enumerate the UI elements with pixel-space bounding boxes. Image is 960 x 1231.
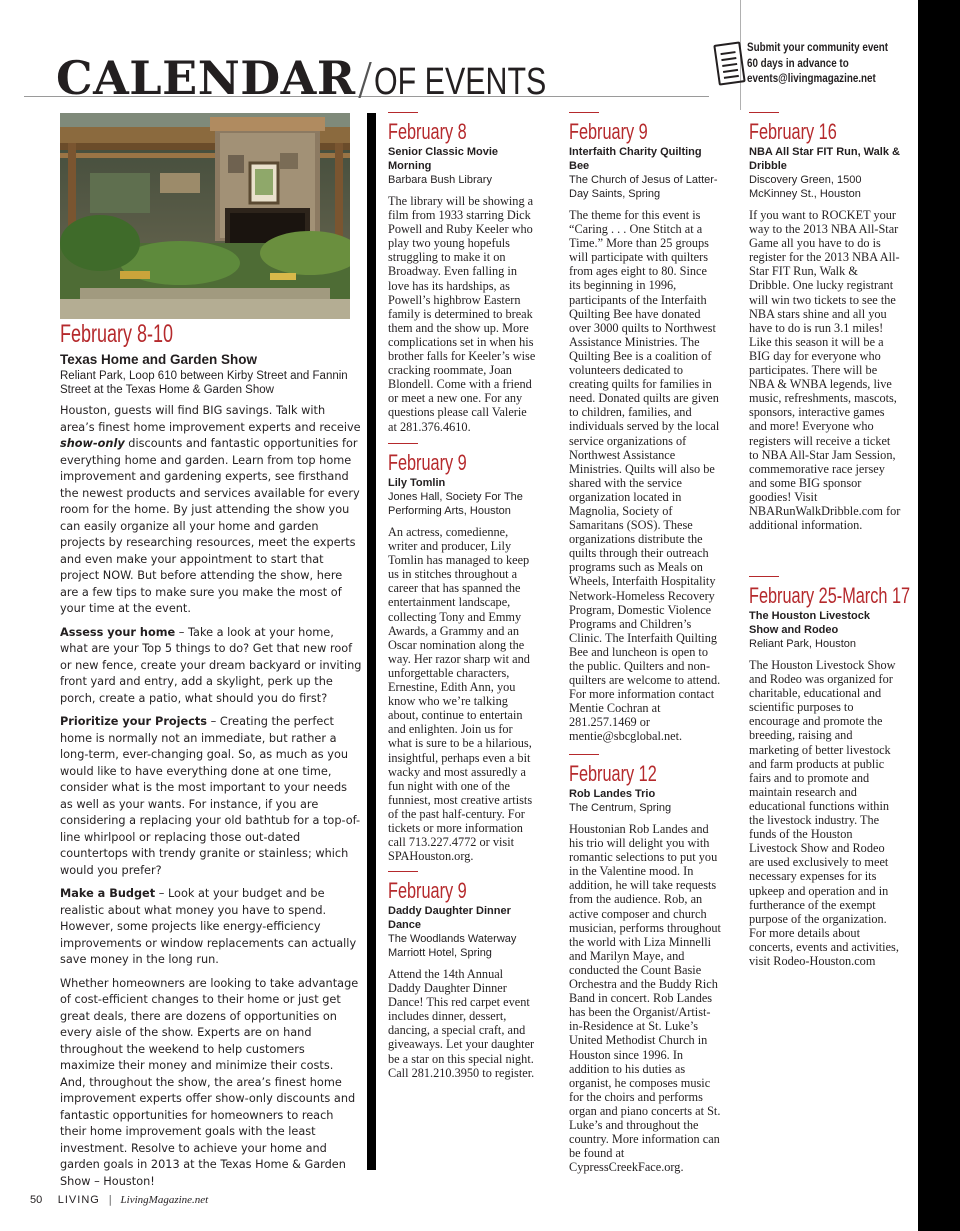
right-edge-bar [918, 0, 960, 1231]
event-rule [388, 112, 418, 113]
title-of-events: OF EVENTS [374, 61, 547, 103]
event-rule [749, 112, 779, 113]
column-divider [367, 113, 376, 1170]
event-date: February 16 [749, 119, 837, 144]
feature-title: Texas Home and Garden Show [60, 352, 258, 367]
event-location: Reliant Park, Houston [749, 638, 856, 650]
page-number: 50 [30, 1194, 43, 1206]
event-senior-classic [388, 112, 538, 434]
event-rule [749, 576, 779, 577]
tip-prioritize: Prioritize your Projects – Creating the perfect home is normally not an immediate, but rather a long-term, ever-changing goal. So, as much as you would like to have everything done at one time, consider what is the most important to your needs as well as your wants. For instance, if you are considering a replacing your old bathtub for a top-of-line whirlpool or replacing those out-dated countertops with trendy granite or stainless; which would you prefer? [60, 715, 361, 877]
event-date: February 8 [388, 119, 467, 144]
event-description: Houstonian Rob Landes and his trio will delight you with romantic selections to put you in the Valentine mood. In addition, he will take requests from the audience. Rob, an active composer and church musician, performs throughout the world with Liza Minnelli and Marilyn Maye, and conducted the Count Basie Orchestra and the Buddy Rich Band in concert. Rob Landes has been the Organist/Artist-in-Residence at St. Luke’s United Methodist Church in Houston since 1996. In addition to his duties as organist, he composes music for the choirs and performs organ and piano concerts at St. Luke’s and throughout the country. More information can be found at CypressCreekFace.org. [569, 822, 721, 1175]
feature-location: Reliant Park, Loop 610 between Kirby Street and Fannin Street at the Texas Home & Garden Show [60, 370, 348, 396]
title-calendar: CALENDAR [56, 51, 356, 105]
notepad-icon [713, 41, 745, 85]
event-description: An actress, comedienne, writer and producer, Lily Tomlin has managed to keep us in stitches throughout a career that has spanned the entertainment landscape, collecting Tony and Emmy Awards, a Grammy and an Oscar nomination along the way. Her razor sharp wit and unforgettable characters, Ernestine, Edith Ann, you know who we’re talking about, continue to entertain and enlighten. Join us for what is sure to be a hilarious, insightful, perhaps even a bit wacky and most assuredly a fun night with one of the funniest, most creative artists of the past half-century. For tickets or more information call 713.227.4772 or visit SPAHouston.org. [388, 525, 533, 864]
submit-notice [716, 40, 912, 90]
event-title: Lily Tomlin [388, 477, 446, 489]
feature-date: February 8-10 [60, 320, 174, 348]
submit-line-2: 60 days in advance to [747, 55, 849, 70]
event-houston-rodeo [749, 576, 911, 968]
tip-heading: Make a Budget [60, 887, 156, 900]
event-location: The Woodlands Waterway Marriott Hotel, Spring [388, 933, 517, 959]
event-description: The library will be showing a film from 1933 starring Dick Powell and Ruby Keeler who play two young hopefuls struggling to make it on Broadway. Even falling in love has its hardships, as Powell’s highbrow Eastern family is determined to break them and the show up. More complications set in when his brother falls for Keeler’s wise cracking roommate, Joan Blondell. Come with a friend or meet a new one. For any questions please call Valerie at 281.376.4610. [388, 194, 536, 434]
event-rule [388, 443, 418, 444]
event-location: Discovery Green, 1500 McKinney St., Houston [749, 174, 862, 200]
event-title: Daddy Daughter Dinner Dance [388, 905, 511, 931]
submit-text [747, 40, 888, 87]
event-date: February 9 [388, 450, 467, 475]
tip-assess: Assess your home – Take a look at your home, what are your Top 5 things to do? Get that new roof or new fence, create your dream backyard or inviting front yard and entry, add a skylight, perk up the porch, create a patio, what should you do first? [60, 625, 362, 705]
page-footer [30, 1193, 208, 1206]
event-description: The theme for this event is “Caring . . . One Stitch at a Time.” More than 25 groups will participate with quilters from ages eight to 80. Since its beginning in 1996, participants of the Interfaith Quilting Bee have donated over 3000 quilts to Northwest Assistance Ministries. The Quilting Bee is a coalition of volunteers dedicated to creating quilts for families in need. Donated quilts are given to children, families, and individuals served by the local service organizations of Northwest Assistance Ministries. Quilts will also be shared with the service organization located in Magnolia, Society of Samaritans (SOS). These organizations distribute the quilts through their outreach programs such as Meals on Wheels, Interfaith Hospitality Network-Homeless Recovery Program, Domestic Violence Programs and Children’s Clinic. The Interfaith Quilting Bee and luncheon is open to the public. Quilters and non-quilters are welcome to attend. For more information contact Mentie Cochran at 281.257.1469 or mentie@sbcglobal.net. [569, 208, 721, 744]
title-slash: / [357, 54, 373, 105]
event-date: February 9 [569, 119, 648, 144]
event-date: February 9 [388, 878, 467, 903]
feature-body [60, 403, 362, 1197]
tip-heading: Prioritize your Projects [60, 715, 208, 728]
submit-email-link[interactable]: events@livingmagazine.net [747, 71, 876, 85]
event-daddy-daughter [388, 871, 538, 1080]
event-rob-landes [569, 754, 721, 1174]
tip-heading: Assess your home [60, 625, 176, 639]
event-description: The Houston Livestock Show and Rodeo was organized for charitable, educational and scientific purposes to encourage and promote the breeding, raising and marketing of better livestock and farm products at public fairs and to promote and maintain research and educational functions within the livestock industry. The funds of the Houston Livestock Show and Rodeo are used exclusively to meet necessary expenses for its upkeep and operation and in furtherance of the exempt purpose of the organization. For more details about concerts, events and activities, visit Rodeo-Houston.com [749, 658, 899, 968]
event-quilting-bee [569, 112, 721, 744]
home-garden-show-photo [60, 113, 350, 319]
footer-separator: | [108, 1193, 113, 1206]
event-date: February 12 [569, 761, 657, 786]
page-title [56, 50, 590, 110]
event-description: If you want to ROCKET your way to the 2013 NBA All-Star Game all you have to do is register for the 2013 NBA All-Star FIT Run, Walk & Dribble. One lucky registrant will win two tickets to see the NBA stars shine and all you have to do is run 3.1 miles! Like this season it will be a BIG day for everyone who participates. There will be NBA & WNBA legends, live music, refreshments, mascots, sponsors, interactive games and more! Everyone who registers will receive a ticket to NBA All-Star Jam Session, commemorative race jersey and some BIG sponsor goodies! Visit NBARunWalkDribble.com for additional information. [749, 208, 901, 533]
event-nba-all-star [749, 112, 901, 532]
event-title: The Houston Livestock Show and Rodeo [749, 610, 871, 636]
feature-paragraph-closing: Whether homeowners are looking to take advantage of cost-efficient changes to their home or just get great deals, there are dozens of opportunities on every aisle of the show. Experts are on hand throughout the weekend to help customers maximize their money and minimize their costs. And, throughout the show, the area’s finest home improvement experts offer show-only discounts and fantastic opportunities for homeowners to reach their home improvement goals with the least investment. Resolve to achieve your home and garden goals in 2013 at the Texas Home & Garden Show – Houston! [60, 976, 359, 1188]
event-date: February 25-March 17 [749, 583, 911, 608]
event-title: NBA All Star FIT Run, Walk & Dribble [749, 146, 900, 172]
feature-paragraph-intro: Houston, guests will find BIG savings. Talk with area’s finest home improvement experts and receive show-only discounts and fantastic opportunities for everything home and garden. Learn from top home improvement and gardening experts, see firsthand the newest products and services available for every room for the home. By just attending the show you can easily organize all your home and garden projects by researching resources, meet the experts and even make your appointment to start that project NOW. But before attending the show, here are a few tips to make sure you make the most of your time at the event. [60, 404, 361, 615]
event-rule [569, 754, 599, 755]
event-location: The Centrum, Spring [569, 802, 672, 814]
event-title: Senior Classic Movie Morning [388, 146, 499, 172]
submit-line-1: Submit your community event [747, 40, 889, 54]
event-rule [569, 112, 599, 113]
footer-website-link[interactable]: LivingMagazine.net [120, 1194, 209, 1206]
event-location: Jones Hall, Society For The Performing Arts, Houston [388, 491, 523, 517]
event-description: Attend the 14th Annual Daddy Daughter Dinner Dance! This red carpet event includes dinner, dessert, dancing, a special craft, and giveaways. Let your daughter be a star on this special night. Call 281.210.3950 to register. [388, 967, 535, 1080]
event-location: Barbara Bush Library [388, 174, 492, 186]
footer-brand: LIVING [57, 1194, 100, 1206]
event-title: Rob Landes Trio [569, 788, 656, 800]
event-lily-tomlin [388, 443, 538, 863]
event-title: Interfaith Charity Quilting Bee [569, 146, 702, 172]
tip-budget: Make a Budget – Look at your budget and be realistic about what money you have to spend. However, some projects like energy-efficiency improvements or window replacements can actually save money in the long run. [60, 887, 357, 966]
show-only-emphasis: show-only [60, 437, 125, 450]
event-location: The Church of Jesus of Latter-Day Saints, Spring [569, 174, 718, 200]
event-rule [388, 871, 418, 872]
